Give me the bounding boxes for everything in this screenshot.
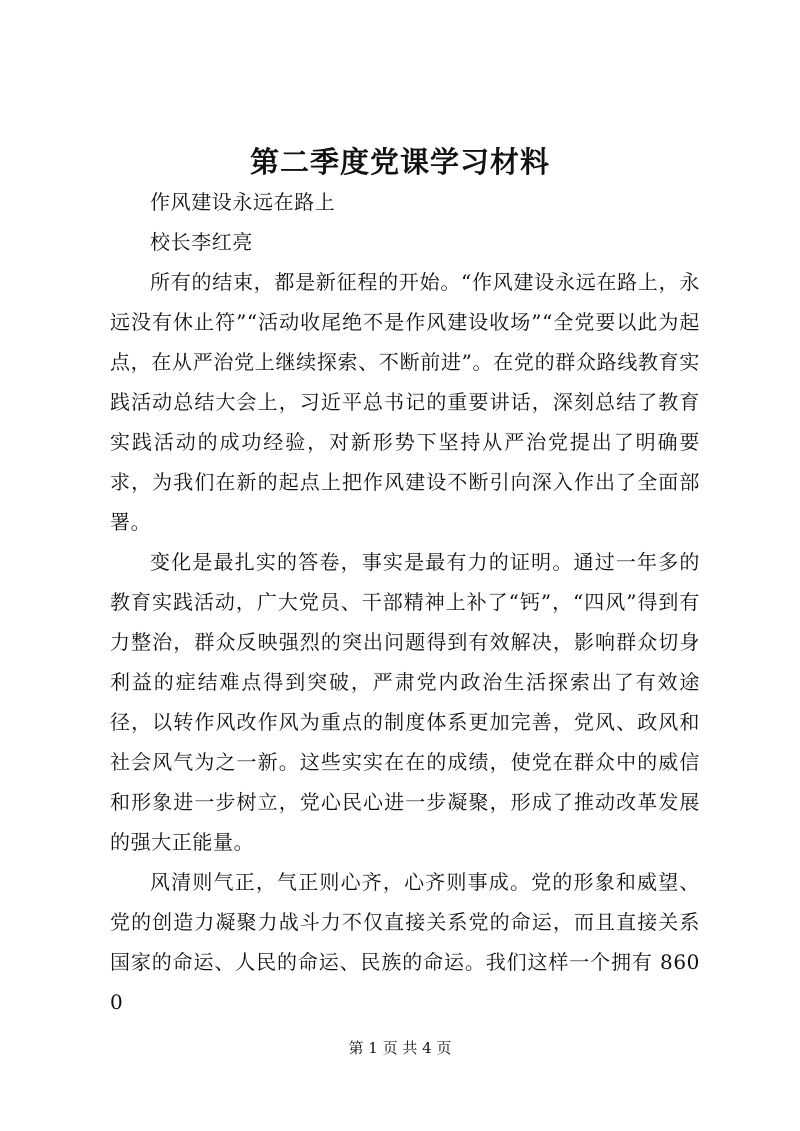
body-paragraph-3: 风清则气正，气正则心齐，心齐则事成。党的形象和威望、党的创造力凝聚力战斗力不仅直接关系党的命运，而且直接关系国家的命运、人民的命运、民族的命运。我们这样一个拥有 8600 xyxy=(110,870,700,1014)
page-footer xyxy=(0,1038,800,1058)
body-paragraph-2: 变化是最扎实的答卷，事实是最有力的证明。通过一年多的教育实践活动，广大党员、干部精神上补了“钙”，“四风”得到有力整治，群众反映强烈的突出问题得到有效解决，影响群众切身利益的症结难点得到突破，严肃党内政治生活探索出了有效途径，以转作风改作风为重点的制度体系更加完善，党风、政风和社会风气为之一新。这些实实在在的成绩，使党在群众中的威信和形象进一步树立，党心民心进一步凝聚，形成了推动改革发展的强大正能量。 xyxy=(110,550,700,854)
author-paragraph: 校长李红亮 xyxy=(150,230,253,254)
page-number-label: 第 1 页 共 4 页 xyxy=(348,1039,452,1057)
subtitle-paragraph: 作风建设永远在路上 xyxy=(150,190,336,214)
document-body xyxy=(110,182,700,1022)
body-paragraph-1: 所有的结束，都是新征程的开始。“作风建设永远在路上，永远没有休止符”“活动收尾绝不是作风建设收场”“全党要以此为起点，在从严治党上继续探索、不断前进”。在党的群众路线教育实践活动总结大会上，习近平总书记的重要讲话，深刻总结了教育实践活动的成功经验，对新形势下坚持从严治党提出了明确要求，为我们在新的起点上把作风建设不断引向深入作出了全面部署。 xyxy=(110,270,700,534)
document-title: 第二季度党课学习材料 xyxy=(249,145,550,179)
